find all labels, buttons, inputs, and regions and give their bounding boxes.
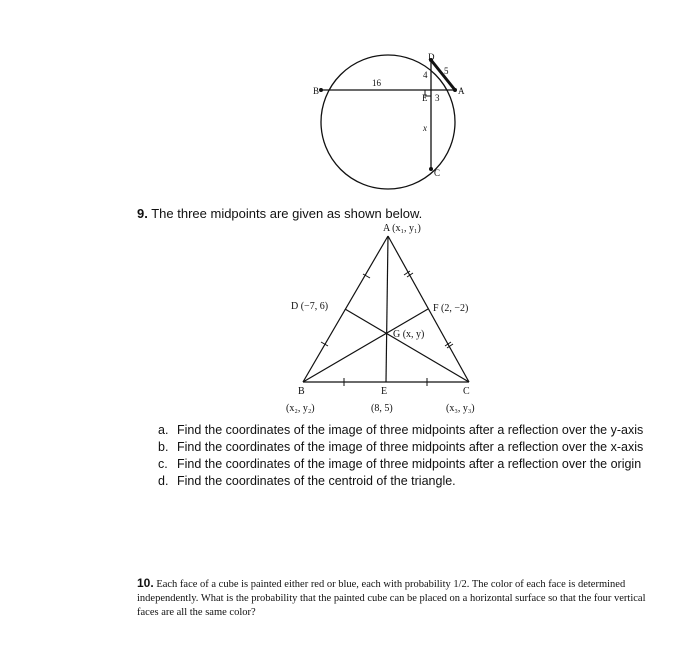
q10-text: Each face of a cube is painted either red or blue, each with probability 1/2. The color of each face is determined independently. What is the probability that the painted cube can be placed on a horizontal surface so that the four vertical faces are all the same color? [137,579,646,618]
triangle-figure [0,215,700,420]
part-text: Find the coordinates of the image of three midpoints after a reflection over the y-axis [177,423,644,437]
circle-figure [0,0,700,200]
label-C-coord: (x₃, y₃) [446,403,475,414]
label-D: D (−7, 6) [291,301,329,312]
part-text: Find the coordinates of the image of three midpoints after a reflection over the origin [177,457,642,471]
label-E: E [422,93,428,103]
q9-text: The three midpoints are given as shown below. [151,206,423,221]
length-DE: 4 [423,70,428,80]
q10 [137,576,657,620]
label-C: C [434,168,441,178]
part-letter: d. [158,474,169,488]
median-AE [386,236,388,382]
length-EC: x [423,123,427,133]
part-b [158,439,648,456]
label-E: E [381,386,388,397]
part-text: Find the coordinates of the centroid of the triangle. [177,474,456,488]
label-D: D [428,52,435,62]
part-c [158,456,648,473]
length-DA: 5 [444,66,449,76]
length-EA: 3 [435,93,440,103]
part-d [158,473,648,490]
point-B [319,88,323,92]
q10-number: 10. [137,576,154,590]
point-A [453,88,457,92]
label-G: G (x, y) [393,329,425,340]
part-a [158,422,648,439]
label-C: C [463,386,470,397]
length-BE: 16 [372,78,381,88]
q9-number: 9. [137,206,148,221]
label-F: F (2, −2) [433,303,469,314]
q9-parts-list [158,422,648,490]
label-A: A [458,86,465,96]
label-B: B [298,386,305,397]
part-letter: b. [158,440,169,454]
median-BF [303,309,428,382]
part-letter: c. [158,457,168,471]
label-E-coord: (8, 5) [371,403,393,414]
segment-DA [431,60,455,90]
label-A: A (x₁, y₁) [383,223,421,234]
label-B-coord: (x₂, y₂) [286,403,315,414]
point-C [429,167,433,171]
label-B: B [313,86,320,96]
part-letter: a. [158,423,169,437]
part-text: Find the coordinates of the image of three midpoints after a reflection over the x-axis [177,440,644,454]
